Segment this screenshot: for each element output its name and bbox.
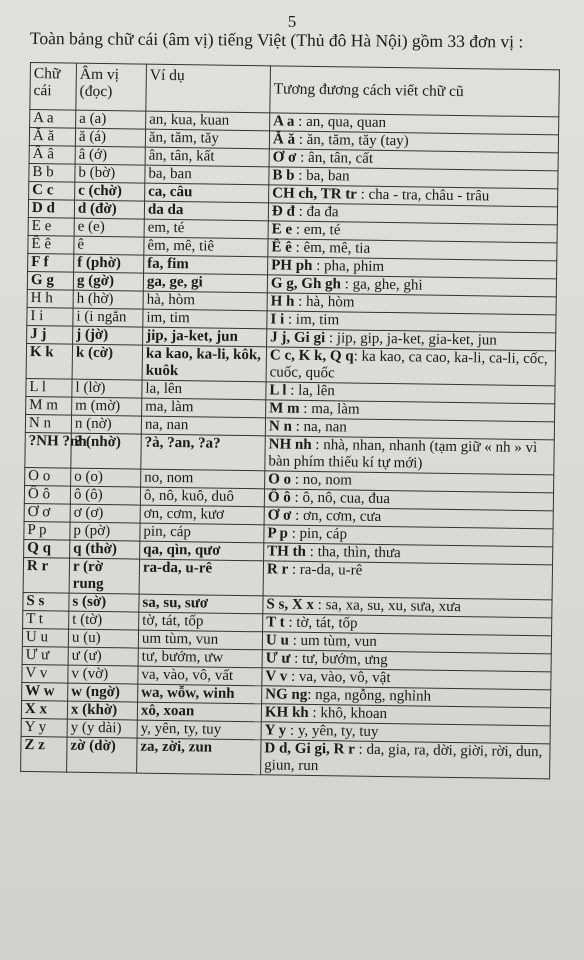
old-spelling-cell: [263, 561, 552, 600]
phoneme-cell: l (lờ): [72, 379, 142, 398]
old-spelling-examples: : tha, thìn, thưa: [305, 543, 401, 562]
old-spelling-examples: : sa, xa, su, xu, sưa, xưa: [313, 597, 462, 616]
letter-cell: S s: [23, 592, 69, 611]
letter-cell: Â â: [29, 145, 75, 164]
phoneme-cell: ơ (ơ): [70, 504, 140, 523]
old-letter-mark: Ô ô: [267, 489, 291, 506]
example-cell: xô, xoan: [137, 702, 261, 722]
letter-cell: C c: [29, 181, 75, 200]
old-spelling-examples: : um tùm, vun: [288, 632, 377, 650]
phoneme-cell: m (mờ): [72, 397, 142, 416]
old-spelling-examples: : va, vào, vô, vật: [287, 668, 391, 687]
old-spelling-examples: : no, nom: [291, 471, 353, 489]
letter-cell: D d: [28, 199, 74, 218]
old-spelling-examples: : ma, làm: [299, 400, 360, 418]
phoneme-cell: y (y dài): [67, 719, 137, 738]
old-spelling-examples: : ra-da, u-rê: [288, 561, 363, 579]
phoneme-cell: a (a): [76, 110, 146, 129]
letter-cell: ?NH ?nh: [25, 432, 71, 468]
letter-cell: Ơ ơ: [24, 503, 70, 522]
letter-cell: U u: [22, 628, 68, 647]
letter-cell: Ă ă: [29, 128, 75, 147]
letter-cell: H h: [27, 289, 73, 308]
page-number: 5: [287, 12, 297, 31]
header-letter: Chữ cái: [30, 63, 77, 111]
old-letter-mark: P p: [267, 525, 288, 542]
phoneme-cell: w (ngờ): [68, 683, 138, 702]
old-letter-mark: T t: [266, 614, 285, 631]
old-spelling-examples: : đa đa: [294, 203, 339, 221]
old-letter-mark: KH kh: [264, 704, 309, 721]
letter-cell: I i: [27, 307, 73, 326]
old-letter-mark: O o: [268, 471, 292, 488]
old-spelling-examples: : na, nan: [291, 418, 347, 436]
old-spelling-examples: : ba, ban: [294, 167, 350, 185]
example-cell: sa, su, sươ: [139, 594, 263, 614]
phoneme-cell: ? (nhờ): [71, 433, 141, 469]
phoneme-cell: u (u): [68, 629, 138, 648]
phoneme-cell: s (sờ): [69, 593, 139, 612]
old-spelling-examples: : ka kao, ca cao, ka-li, ca-li, cốc, cuốc, quốc: [269, 348, 548, 382]
old-letter-mark: Đ đ: [271, 203, 295, 220]
example-cell: ka kao, ka-li, kôk, kuôk: [142, 345, 266, 382]
letter-cell: R r: [23, 557, 69, 593]
example-cell: pin, cáp: [140, 523, 264, 543]
old-spelling-examples: : pin, cáp: [287, 525, 348, 543]
example-cell: wa, wỗw, winh: [138, 684, 262, 704]
old-spelling-examples: : nga, ngỗng, nghỉnh: [307, 686, 432, 705]
example-cell: tờ, tát, tốp: [139, 612, 263, 632]
old-spelling-examples: : la, lên: [286, 382, 335, 400]
table-body: [21, 110, 559, 779]
phoneme-cell: ê: [74, 236, 144, 255]
old-letter-mark: Ơ ơ: [267, 507, 292, 524]
old-spelling-examples: : jip, gip, ja-ket, gia-ket, jun: [325, 330, 497, 349]
phoneme-cell: ư (ư): [68, 647, 138, 666]
example-cell: ca, câu: [145, 183, 269, 203]
letter-cell: B b: [29, 163, 75, 182]
old-spelling-examples: : ân, tân, cất: [296, 149, 374, 167]
old-spelling-examples: : cha - tra, châu - trâu: [356, 186, 490, 205]
alphabet-table: [20, 62, 560, 779]
phoneme-cell: d (đờ): [74, 200, 144, 219]
old-spelling-examples: : pha, phim: [312, 257, 385, 275]
old-letter-mark: A a: [273, 113, 295, 130]
old-spelling-examples: : ơn, cơm, cưa: [291, 507, 382, 525]
letter-cell: P p: [24, 521, 70, 540]
example-cell: na, nan: [141, 416, 265, 436]
letter-cell: M m: [26, 396, 72, 415]
phoneme-cell: zờ (dờ): [67, 737, 137, 773]
example-cell: da da: [144, 201, 268, 221]
old-letter-mark: N n: [268, 418, 292, 435]
old-spelling-examples: : ăn, tăm, tăy (tay): [294, 131, 409, 150]
table-header-row: [30, 63, 560, 117]
old-spelling-examples: : ga, ghe, ghi: [340, 276, 423, 294]
old-spelling-examples: : êm, mê, tia: [291, 239, 371, 257]
phoneme-cell: v (vờ): [68, 665, 138, 684]
old-letter-mark: NG ng: [265, 686, 308, 703]
example-cell: la, lên: [142, 380, 266, 400]
phoneme-cell: o (o): [71, 468, 141, 487]
letter-cell: Y y: [21, 718, 67, 737]
old-letter-mark: TH th: [267, 543, 307, 560]
old-letter-mark: I i: [270, 311, 285, 328]
example-cell: qa, qìn, qươ: [140, 541, 264, 561]
header-phoneme: Âm vị (đọc): [76, 63, 147, 111]
phoneme-cell: c (chờ): [75, 182, 145, 201]
phoneme-cell: b (bờ): [75, 164, 145, 183]
example-cell: ô, nô, kuô, duô: [140, 487, 264, 507]
document-title: Toàn bảng chữ cái (âm vị) tiếng Việt (Thủ đô Hà Nội) gồm 33 đơn vị :: [29, 28, 524, 52]
example-cell: ơn, cơm, kươ: [140, 505, 264, 525]
alphabet-table-wrapper: [20, 62, 560, 779]
letter-cell: W w: [22, 682, 68, 701]
example-cell: va, vào, vô, vất: [138, 666, 262, 686]
example-cell: tư, bướm, ưw: [138, 648, 262, 668]
example-cell: im, tim: [143, 309, 267, 329]
letter-cell: V v: [22, 664, 68, 683]
phoneme-cell: e (e): [74, 218, 144, 237]
old-letter-mark: V v: [265, 668, 288, 685]
header-old: Tương đương cách viết chữ cũ: [270, 66, 560, 117]
letter-cell: N n: [25, 414, 71, 433]
example-cell: ?à, ?an, ?a?: [141, 434, 265, 471]
letter-cell: Q q: [24, 539, 70, 558]
example-cell: za, zời, zun: [137, 738, 261, 775]
header-example: Ví dụ: [146, 64, 271, 113]
letter-cell: L l: [26, 378, 72, 397]
phoneme-cell: t (tờ): [69, 611, 139, 630]
phoneme-cell: x (khờ): [67, 701, 137, 720]
old-spelling-examples: : tư, bướm, ưng: [290, 650, 388, 669]
phoneme-cell: f (phờ): [74, 254, 144, 273]
old-spelling-examples: : da, gia, ra, dời, giời, rời, dun, giun, run: [264, 741, 543, 775]
example-cell: ân, tân, kất: [145, 147, 269, 167]
old-letter-mark: Ơ ơ: [272, 149, 297, 166]
phoneme-cell: j (jờ): [73, 326, 143, 345]
old-letter-mark: J j, Gi gi: [270, 329, 326, 347]
phoneme-cell: p (pờ): [70, 522, 140, 541]
letter-cell: E e: [28, 217, 74, 236]
old-letter-mark: L l: [269, 382, 287, 399]
old-letter-mark: U u: [265, 632, 289, 649]
example-cell: fa, fim: [144, 255, 268, 275]
old-letter-mark: NH nh: [268, 436, 312, 453]
example-cell: y, yên, ty, tuy: [137, 720, 261, 740]
phoneme-cell: k (cờ): [72, 344, 142, 380]
example-cell: ba, ban: [145, 165, 269, 185]
letter-cell: A a: [30, 110, 76, 129]
old-spelling-cell: [266, 347, 555, 386]
example-cell: êm, mê, tiê: [144, 237, 268, 257]
old-spelling-examples: : an, qua, quan: [294, 113, 387, 131]
example-cell: ra-da, u-rê: [139, 559, 263, 596]
letter-cell: G g: [27, 271, 73, 290]
letter-cell: Ư ư: [22, 646, 68, 665]
old-spelling-examples: : hà, hòm: [294, 293, 355, 311]
old-letter-mark: Ư ư: [265, 650, 291, 667]
example-cell: jip, ja-ket, jun: [143, 327, 267, 347]
old-letter-mark: CH ch, TR tr: [272, 185, 358, 203]
example-cell: an, kua, kuan: [146, 111, 270, 131]
example-cell: em, té: [144, 219, 268, 239]
letter-cell: X x: [21, 700, 67, 719]
phoneme-cell: i (i ngắn: [73, 308, 143, 327]
old-spelling-cell: [265, 436, 554, 475]
table-row: [21, 736, 550, 778]
letter-cell: F f: [28, 253, 74, 272]
old-letter-mark: R r: [266, 561, 289, 578]
old-letter-mark: H h: [270, 293, 295, 310]
letter-cell: Z z: [21, 736, 67, 772]
example-cell: um tùm, vun: [138, 630, 262, 650]
old-letter-mark: D d, Gi gi, R r: [264, 740, 355, 758]
example-cell: hà, hòm: [143, 291, 267, 311]
phoneme-cell: n (nờ): [71, 415, 141, 434]
example-cell: ga, ge, gi: [143, 273, 267, 293]
phoneme-cell: g (gờ): [73, 272, 143, 291]
phoneme-cell: ô (ô): [70, 486, 140, 505]
old-letter-mark: G g, Gh gh: [270, 275, 342, 293]
old-spelling-examples: : ô, nô, cua, đua: [290, 489, 391, 508]
old-letter-mark: E e: [271, 221, 293, 238]
old-spelling-examples: : y, yên, ty, tuy: [286, 722, 379, 740]
old-spelling-examples: : nhà, nhan, nhanh (tạm giữ « nh » vì bàn phím thiếu kí tự mới): [268, 436, 538, 472]
letter-cell: T t: [23, 610, 69, 629]
old-letter-mark: Ê ê: [271, 239, 292, 256]
old-letter-mark: B b: [272, 167, 295, 184]
example-cell: ăn, tăm, tăy: [145, 129, 269, 149]
letter-cell: K k: [26, 343, 72, 379]
old-spelling-examples: : im, tim: [284, 311, 340, 329]
phoneme-cell: â (ớ): [75, 146, 145, 165]
old-spelling-examples: : tờ, tát, tốp: [284, 614, 358, 632]
letter-cell: Ô ô: [24, 485, 70, 504]
old-letter-mark: M m: [269, 400, 300, 417]
letter-cell: O o: [25, 467, 71, 486]
example-cell: ma, làm: [142, 398, 266, 418]
letter-cell: J j: [27, 325, 73, 344]
phoneme-cell: q (thờ): [70, 540, 140, 559]
old-letter-mark: PH ph: [271, 257, 313, 274]
letter-cell: Ê ê: [28, 235, 74, 254]
old-spelling-examples: : khô, khoan: [308, 704, 388, 723]
phoneme-cell: r (rờ rung: [69, 558, 139, 594]
old-spelling-examples: : em, té: [291, 221, 341, 239]
old-letter-mark: Ă ă: [272, 131, 296, 148]
old-letter-mark: C c, K k, Q q: [269, 347, 354, 365]
example-cell: no, nom: [141, 469, 265, 489]
old-letter-mark: S s, X x: [266, 596, 315, 614]
old-letter-mark: Y y: [264, 722, 287, 739]
phoneme-cell: ă (á): [75, 128, 145, 147]
old-spelling-cell: [261, 740, 550, 779]
phoneme-cell: h (hờ): [73, 290, 143, 309]
